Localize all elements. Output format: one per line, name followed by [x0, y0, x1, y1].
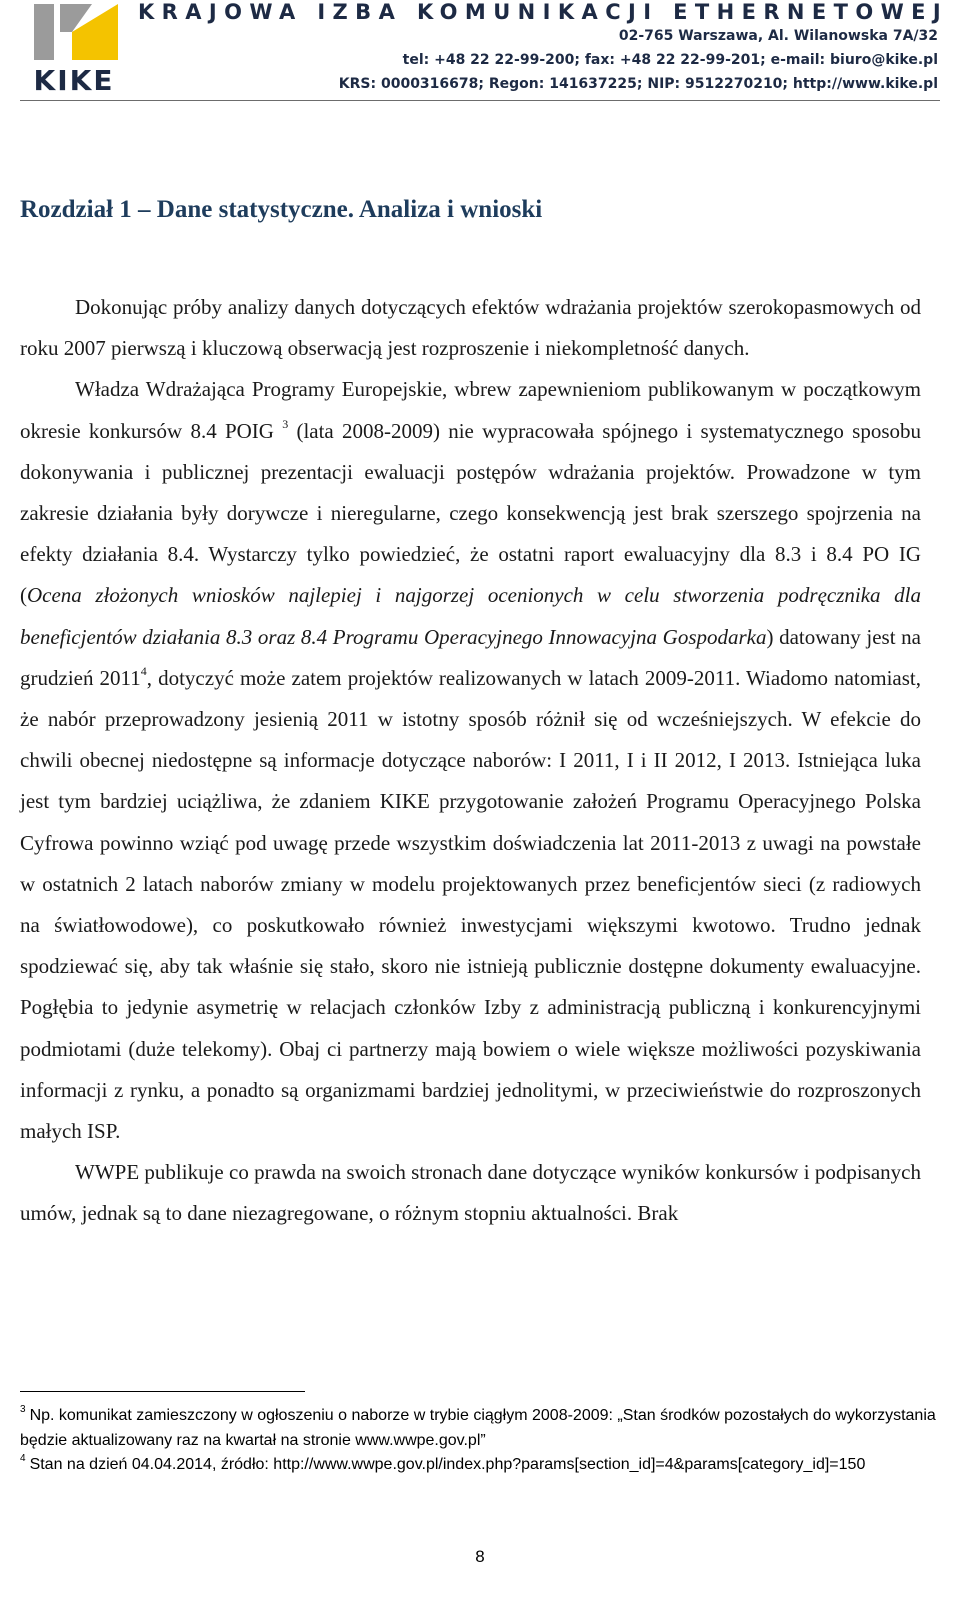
footnote-3: [20, 1404, 940, 1453]
footnote-divider: [20, 1391, 305, 1392]
paragraph-2-part-d: , dotyczyć może zatem projektów realizowanych w latach 2009-2011. Wiadomo natomiast, że nabór przeprowadzony jesienią 2011 w istotny sposób różnił się od wcześniejszych. W efekcie do chwili obecnej niedostępne są informacje dotyczące naborów: I 2011, I i II 2012, I 2013. Istniejąca luka jest tym bardziej uciążliwa, że zdaniem KIKE przygotowanie założeń Programu Operacyjnego Polska Cyfrowa powinno wziąć pod uwagę przede wszystkim doświadczenia lat 2011-2013 z uwagi na powstałe w ostatnich 2 latach naborów zmiany w modelu projektowanych przez beneficjentów sieci (z radiowych na światłowodowe), co poskutkowało również inwestycjami większymi kwotowo. Trudno jednak spodziewać się, aby tak właśnie się stało, skoro nie istnieją publicznie dostępne dokumenty ewaluacyjne. Pogłębia to jedynie asymetrię w relacjach członków Izby z administracją publiczną i konkurencyjnymi podmiotami (duże telekomy). Obaj ci partnerzy mają bowiem o wiele większe możliwości pozyskiwania informacji z rynku, a ponadto są organizmami bardziej jednolitymi, w przeciwieństwie do rozproszonych małych ISP.: [20, 665, 921, 1144]
body-text: [20, 287, 921, 1235]
org-name: KRAJOWA IZBA KOMUNIKACJI ETHERNETOWEJ: [138, 0, 949, 24]
footnote-mark: 4: [20, 1453, 26, 1464]
footnotes: [20, 1404, 940, 1478]
logo-text: KIKE: [33, 64, 115, 94]
paragraph-2: [20, 369, 921, 1152]
chapter-title: Rozdział 1 – Dane statystyczne. Analiza i wnioski: [20, 196, 543, 223]
paragraph-2-part-b: (lata 2008-2009) nie wypracowała spójnego i systematycznego sposobu dokonywania i publicznej prezentacji ewaluacji postępów wdrażania projektów. Prowadzone w tym zakresie działania były dorywcze i nieregularne, czego konsekwencją jest brak szerszego spojrzenia na efekty działania 8.4. Wystarczy tylko powiedzieć, że ostatni raport ewaluacyjny dla 8.3 i 8.4 PO IG (: [20, 418, 921, 608]
paragraph-2-part-c: ) datowany jest na grudzień 2011: [20, 624, 921, 690]
paragraph-3: WWPE publikuje co prawda na swoich stronach dane dotyczące wyników konkursów i podpisanych umów, jednak są to dane niezagregowane, o różnym stopniu aktualności. Brak: [20, 1160, 921, 1226]
footnote-text: Np. komunikat zamieszczony w ogłoszeniu o naborze w trybie ciągłym 2008-2009: „Stan środków pozostałych do wykorzystania będzie aktualizowany raz na kwartał na stronie www.wwpe.gov.pl”: [20, 1407, 936, 1449]
org-registry: KRS: 0000316678; Regon: 141637225; NIP: 9512270210; http://www.kike.pl: [338, 76, 938, 92]
footnote-text: Stan na dzień 04.04.2014, źródło: http://www.wwpe.gov.pl/index.php?params[section_id]=4&params[category_id]=150: [29, 1456, 866, 1473]
letterhead: [0, 0, 960, 105]
report-title: Ocena złożonych wniosków najlepiej i najgorzej ocenionych w celu stworzenia podręcznika dla beneficjentów działania 8.3 oraz 8.4 Programu Operacyjnego Innowacyjna Gospodarka: [20, 583, 921, 649]
page-number: 8: [475, 1547, 485, 1566]
footnote-ref-3[interactable]: 3: [282, 416, 289, 431]
footnote-mark: 3: [20, 1404, 26, 1415]
kike-logo: [20, 2, 130, 94]
paragraph-2-part-a: Władza Wdrażająca Programy Europejskie, wbrew zapewnieniom publikowanym w początkowym okresie konkursów 8.4 POIG: [20, 377, 921, 443]
paragraph-1: Dokonując próby analizy danych dotyczących efektów wdrażania projektów szerokopasmowych od roku 2007 pierwszą i kluczową obserwacją jest rozproszenie i niekompletność danych.: [20, 295, 921, 361]
org-contact: tel: +48 22 22-99-200; fax: +48 22 22-99-201; e-mail: biuro@kike.pl: [402, 52, 938, 68]
org-address: 02-765 Warszawa, Al. Wilanowska 7A/32: [618, 28, 938, 44]
footnote-ref-4[interactable]: 4: [140, 663, 147, 678]
header-divider: [20, 100, 940, 101]
footnote-4: [20, 1453, 940, 1478]
